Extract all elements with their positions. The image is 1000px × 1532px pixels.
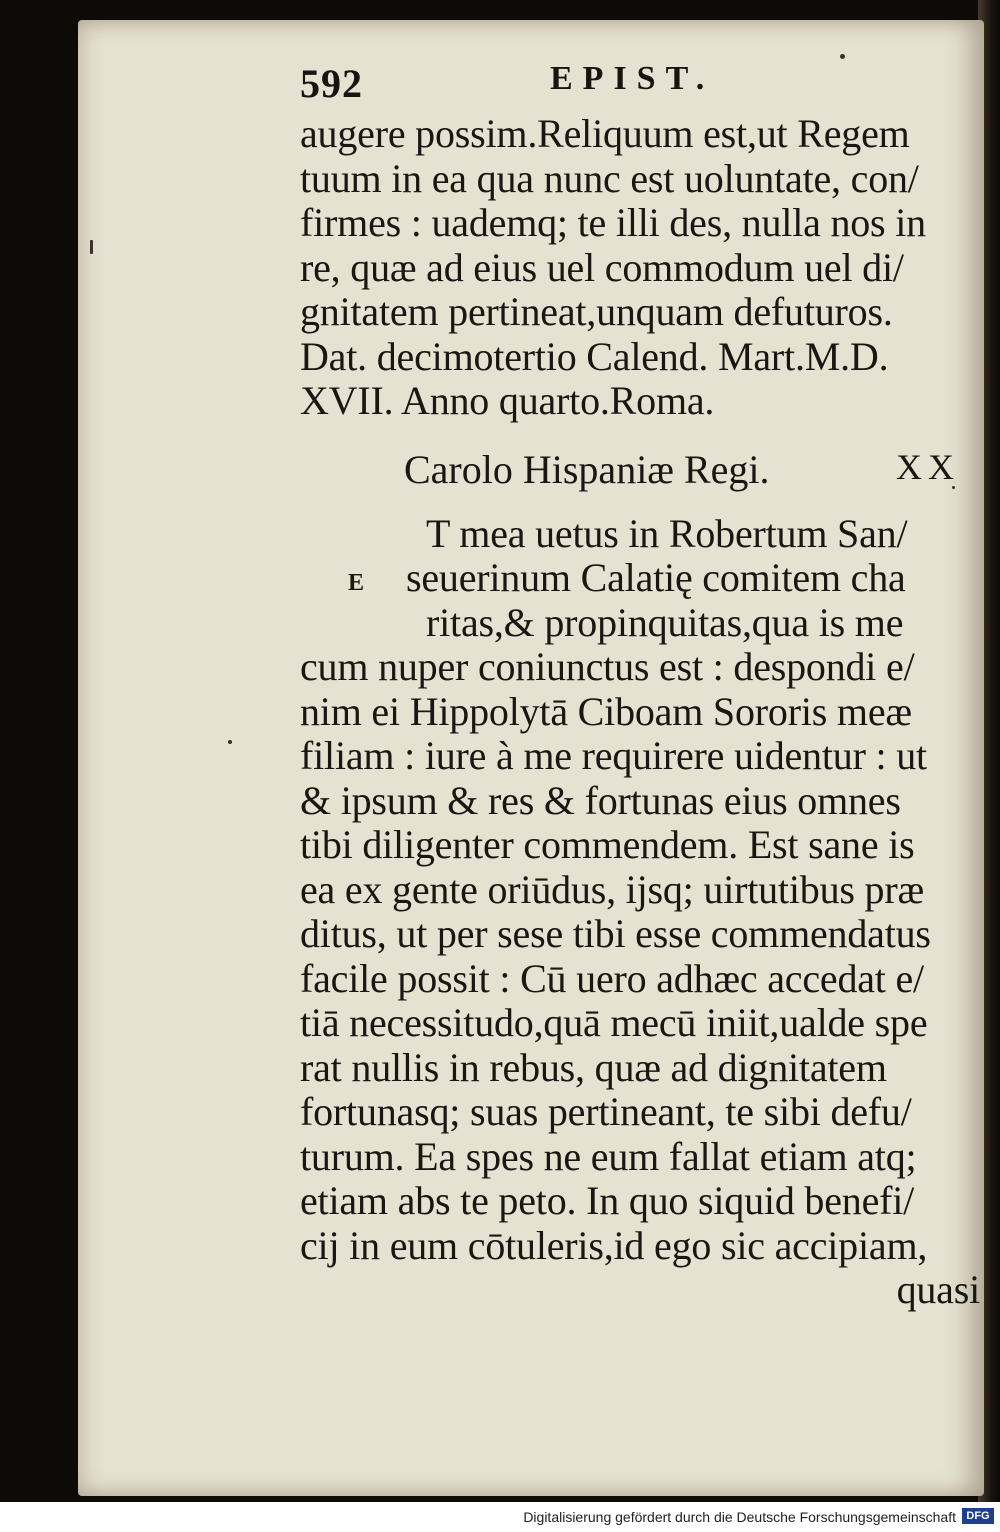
text-block xyxy=(300,54,980,1313)
previous-letter-ending xyxy=(300,112,980,424)
text-line: ea ex gente oriūdus, ijsq; uirtutibus præ xyxy=(300,866,924,912)
funding-notice: Digitalisierung gefördert durch die Deutsche Forschungsgemeinschaft xyxy=(523,1509,956,1525)
text-line: ritas,& propinquitas,qua is me xyxy=(426,599,904,645)
text-line: cij in eum cōtuleris,id ego sic accipiam, xyxy=(300,1222,928,1268)
footer-bar xyxy=(0,1502,1000,1532)
catchword: quasi xyxy=(896,1267,980,1312)
text-line: cum nuper coniunctus est : despondi e/ xyxy=(300,644,915,689)
dfg-logo: DFG xyxy=(962,1508,994,1524)
text-line: firmes : uademq; te illi des, nulla nos in xyxy=(300,200,926,245)
ink-speck xyxy=(228,740,232,744)
text-line: filiam : iure à me requirere uidentur : ut xyxy=(300,733,927,778)
text-line: fortunasq; suas pertineant, te sibi defu/ xyxy=(300,1089,912,1134)
text-line: T mea uetus in Robertum San/ xyxy=(426,510,908,556)
text-line: & ipsum & res & fortunas eius omnes xyxy=(300,777,901,823)
text-line: etiam abs te peto. In quo siquid benefi/ xyxy=(300,1178,915,1223)
text-line: augere possim.Reliquum est,ut Regem xyxy=(300,111,910,156)
text-line: XVII. Anno quarto.Roma. xyxy=(300,378,715,423)
text-line: rat nullis in rebus, quæ ad dignitatem xyxy=(300,1044,887,1090)
letter-number: XX xyxy=(896,446,960,487)
initial-letter-marker: E xyxy=(348,569,365,596)
text-line: nim ei Hippolytā Ciboam Sororis meæ xyxy=(300,688,912,734)
text-line: tiā necessitudo,quā mecū iniit,ualde spe xyxy=(300,1000,928,1045)
text-line: Dat. decimotertio Calend. Mart.M.D. xyxy=(300,333,889,379)
text-line: seuerinum Calatię comitem cha xyxy=(406,555,906,600)
letter-body xyxy=(300,512,980,1313)
ink-speck xyxy=(90,240,93,254)
text-line: re, quæ ad eius uel commodum uel di/ xyxy=(300,244,904,290)
text-line: tuum in ea qua nunc est uoluntate, con/ xyxy=(300,155,919,201)
letter-addressee: Carolo Hispaniæ Regi. xyxy=(404,446,770,492)
text-line: tibi diligenter commendem. Est sane is xyxy=(300,822,915,867)
text-line: turum. Ea spes ne eum fallat etiam atq; xyxy=(300,1133,917,1179)
text-line: gnitatem pertineat,unquam defuturos. xyxy=(300,289,893,334)
book-page xyxy=(78,20,984,1496)
running-title: EPIST. xyxy=(550,60,715,97)
page-number: 592 xyxy=(300,61,363,106)
text-line: ditus, ut per sese tibi esse commendatus xyxy=(300,911,931,956)
running-head xyxy=(300,54,980,112)
letter-heading xyxy=(300,434,980,512)
text-line: facile possit : Cū uero adhæc accedat e/ xyxy=(300,955,924,1001)
